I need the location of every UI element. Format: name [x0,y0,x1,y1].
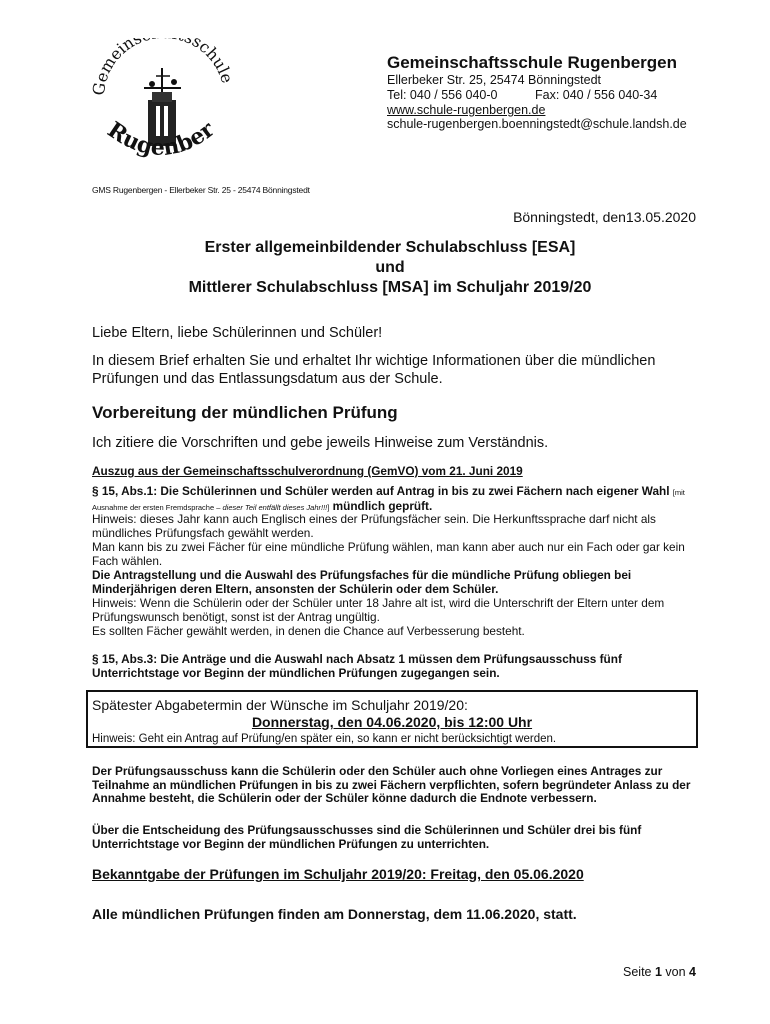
logo-text-top: Gemeins schule [88,38,236,97]
regulation-p1-bold-a: § 15, Abs.1: Die Schülerinnen und Schüler werden auf Antrag in bis zu zwei Fächern nach eigener Wahl [92,484,670,498]
section-heading: Vorbereitung der mündlichen Prüfung [92,403,398,422]
school-email: schule-rugenbergen.boenningstedt@schule.landsh.de [387,117,687,131]
greeting: Liebe Eltern, liebe Schülerinnen und Schüler! [92,325,383,341]
school-address: Ellerbeker Str. 25, 25474 Bönningstedt [387,73,602,87]
page-current: 1 [654,965,662,979]
letter-date: Bönningstedt, den13.05.2020 [513,209,696,225]
school-phone: Tel: 040 / 556 040-0 [387,88,498,102]
page-number [623,965,696,979]
committee-paragraph-1: Der Prüfungsausschuss kann die Schülerin oder den Schüler auch ohne Vorliegen eines Antrages zur Teilnahme an mündlichen Prüfungen in bis zu zwei Fächern verpflichten, sofern begründeter Anlass zu der Annahme besteht, die Schülerin oder der Schüler könne dadurch die Endnote verbessern. [92,764,691,805]
title-line-2: und [375,259,405,276]
note-italic: dieser Teil entfällt dieses Jahr!!! [222,502,328,512]
school-logo [86,38,236,178]
sender-line: GMS Rugenbergen - Ellerbeker Str. 25 - 25474 Bönningstedt [92,185,310,195]
regulation-hint-1: Hinweis: dieses Jahr kann auch Englisch eines der Prüfungsfächer sein. Die Herkunftssprache darf nicht als mündliches Prüfungsfach gewählt werden. [92,512,656,540]
regulation-p1-bold-b: mündlich geprüft. [332,498,433,513]
announcement-line: Bekanntgabe der Prüfungen im Schuljahr 2019/20: Freitag, den 05.06.2020 [92,866,584,882]
regulation-paragraph-1 [92,485,712,514]
school-website[interactable] [387,103,545,118]
deadline-date: Donnerstag, den 04.06.2020, bis 12:00 Uhr [251,714,533,730]
regulation-hint-2: Man kann bis zu zwei Fächer für eine mündliche Prüfung wählen, man kann aber auch nur ein Fach oder gar kein Fach wählen. [92,540,685,568]
website-link[interactable]: www.schule-rugenbergen.de [387,103,546,117]
regulation-paragraph-2: Die Antragstellung und die Auswahl des Prüfungsfaches für die mündliche Prüfung obliegen bei Minderjährigen deren Eltern, ansonsten der Schülerin oder dem Schüler. [92,568,632,596]
intro-paragraph: In diesem Brief erhalten Sie und erhaltet Ihr wichtige Informationen über die mündlichen Prüfungen und das Entlassungsdatum aus der Schule. [92,353,656,387]
section-intro: Ich zitiere die Vorschriften und gebe jeweils Hinweise zum Verständnis. [92,435,549,451]
logo-text-bottom: Rugenber [102,116,220,162]
regulation-paragraph-3: § 15, Abs.3: Die Anträge und die Auswahl nach Absatz 1 müssen dem Prüfungsausschuss fünf Unterrichtstage vor Beginn der mündlichen Prüfungen zugegangen sein. [92,652,622,680]
page-prefix: Seite [623,965,655,979]
title-line-3: Mittlerer Schulabschluss [MSA] im Schuljahr 2019/20 [188,279,592,296]
note-part-a: [mit Ausnahme der ersten Fremdsprache – [92,488,685,512]
page-middle: von [661,965,690,979]
page-total: 4 [689,965,696,979]
all-exams-line: Alle mündlichen Prüfungen finden am Donnerstag, dem 11.06.2020, statt. [92,906,577,922]
regulation-hint-3: Hinweis: Wenn die Schülerin oder der Schüler unter 18 Jahre alt ist, wird die Unterschrift der Eltern unter dem Prüfungswunsch benötigt, sonst ist der Antrag ungültig. [92,596,665,624]
regulation-hint-4: Es sollten Fächer gewählt werden, in denen die Chance auf Verbesserung besteht. [92,624,525,638]
title-line-1: Erster allgemeinbildender Schulabschluss [ESA] [204,239,576,256]
note-part-b: ] [327,502,330,512]
deadline-hint: Hinweis: Geht ein Antrag auf Prüfung/en später ein, so kann er nicht berücksichtigt werden. [92,733,557,745]
school-name: Gemeinschaftsschule Rugenbergen [387,53,678,72]
deadline-label: Spätester Abgabetermin der Wünsche im Schuljahr 2019/20: [92,697,468,713]
committee-paragraph-2: Über die Entscheidung des Prüfungsausschusses sind die Schülerinnen und Schüler drei bis fünf Unterrichtstage vor Beginn der mündlichen Prüfungen zu unterrichten. [92,823,642,851]
school-fax: Fax: 040 / 556 040-34 [535,88,658,102]
regulation-heading: Auszug aus der Gemeinschaftsschulverordnung (GemVO) vom 21. Juni 2019 [92,464,523,478]
